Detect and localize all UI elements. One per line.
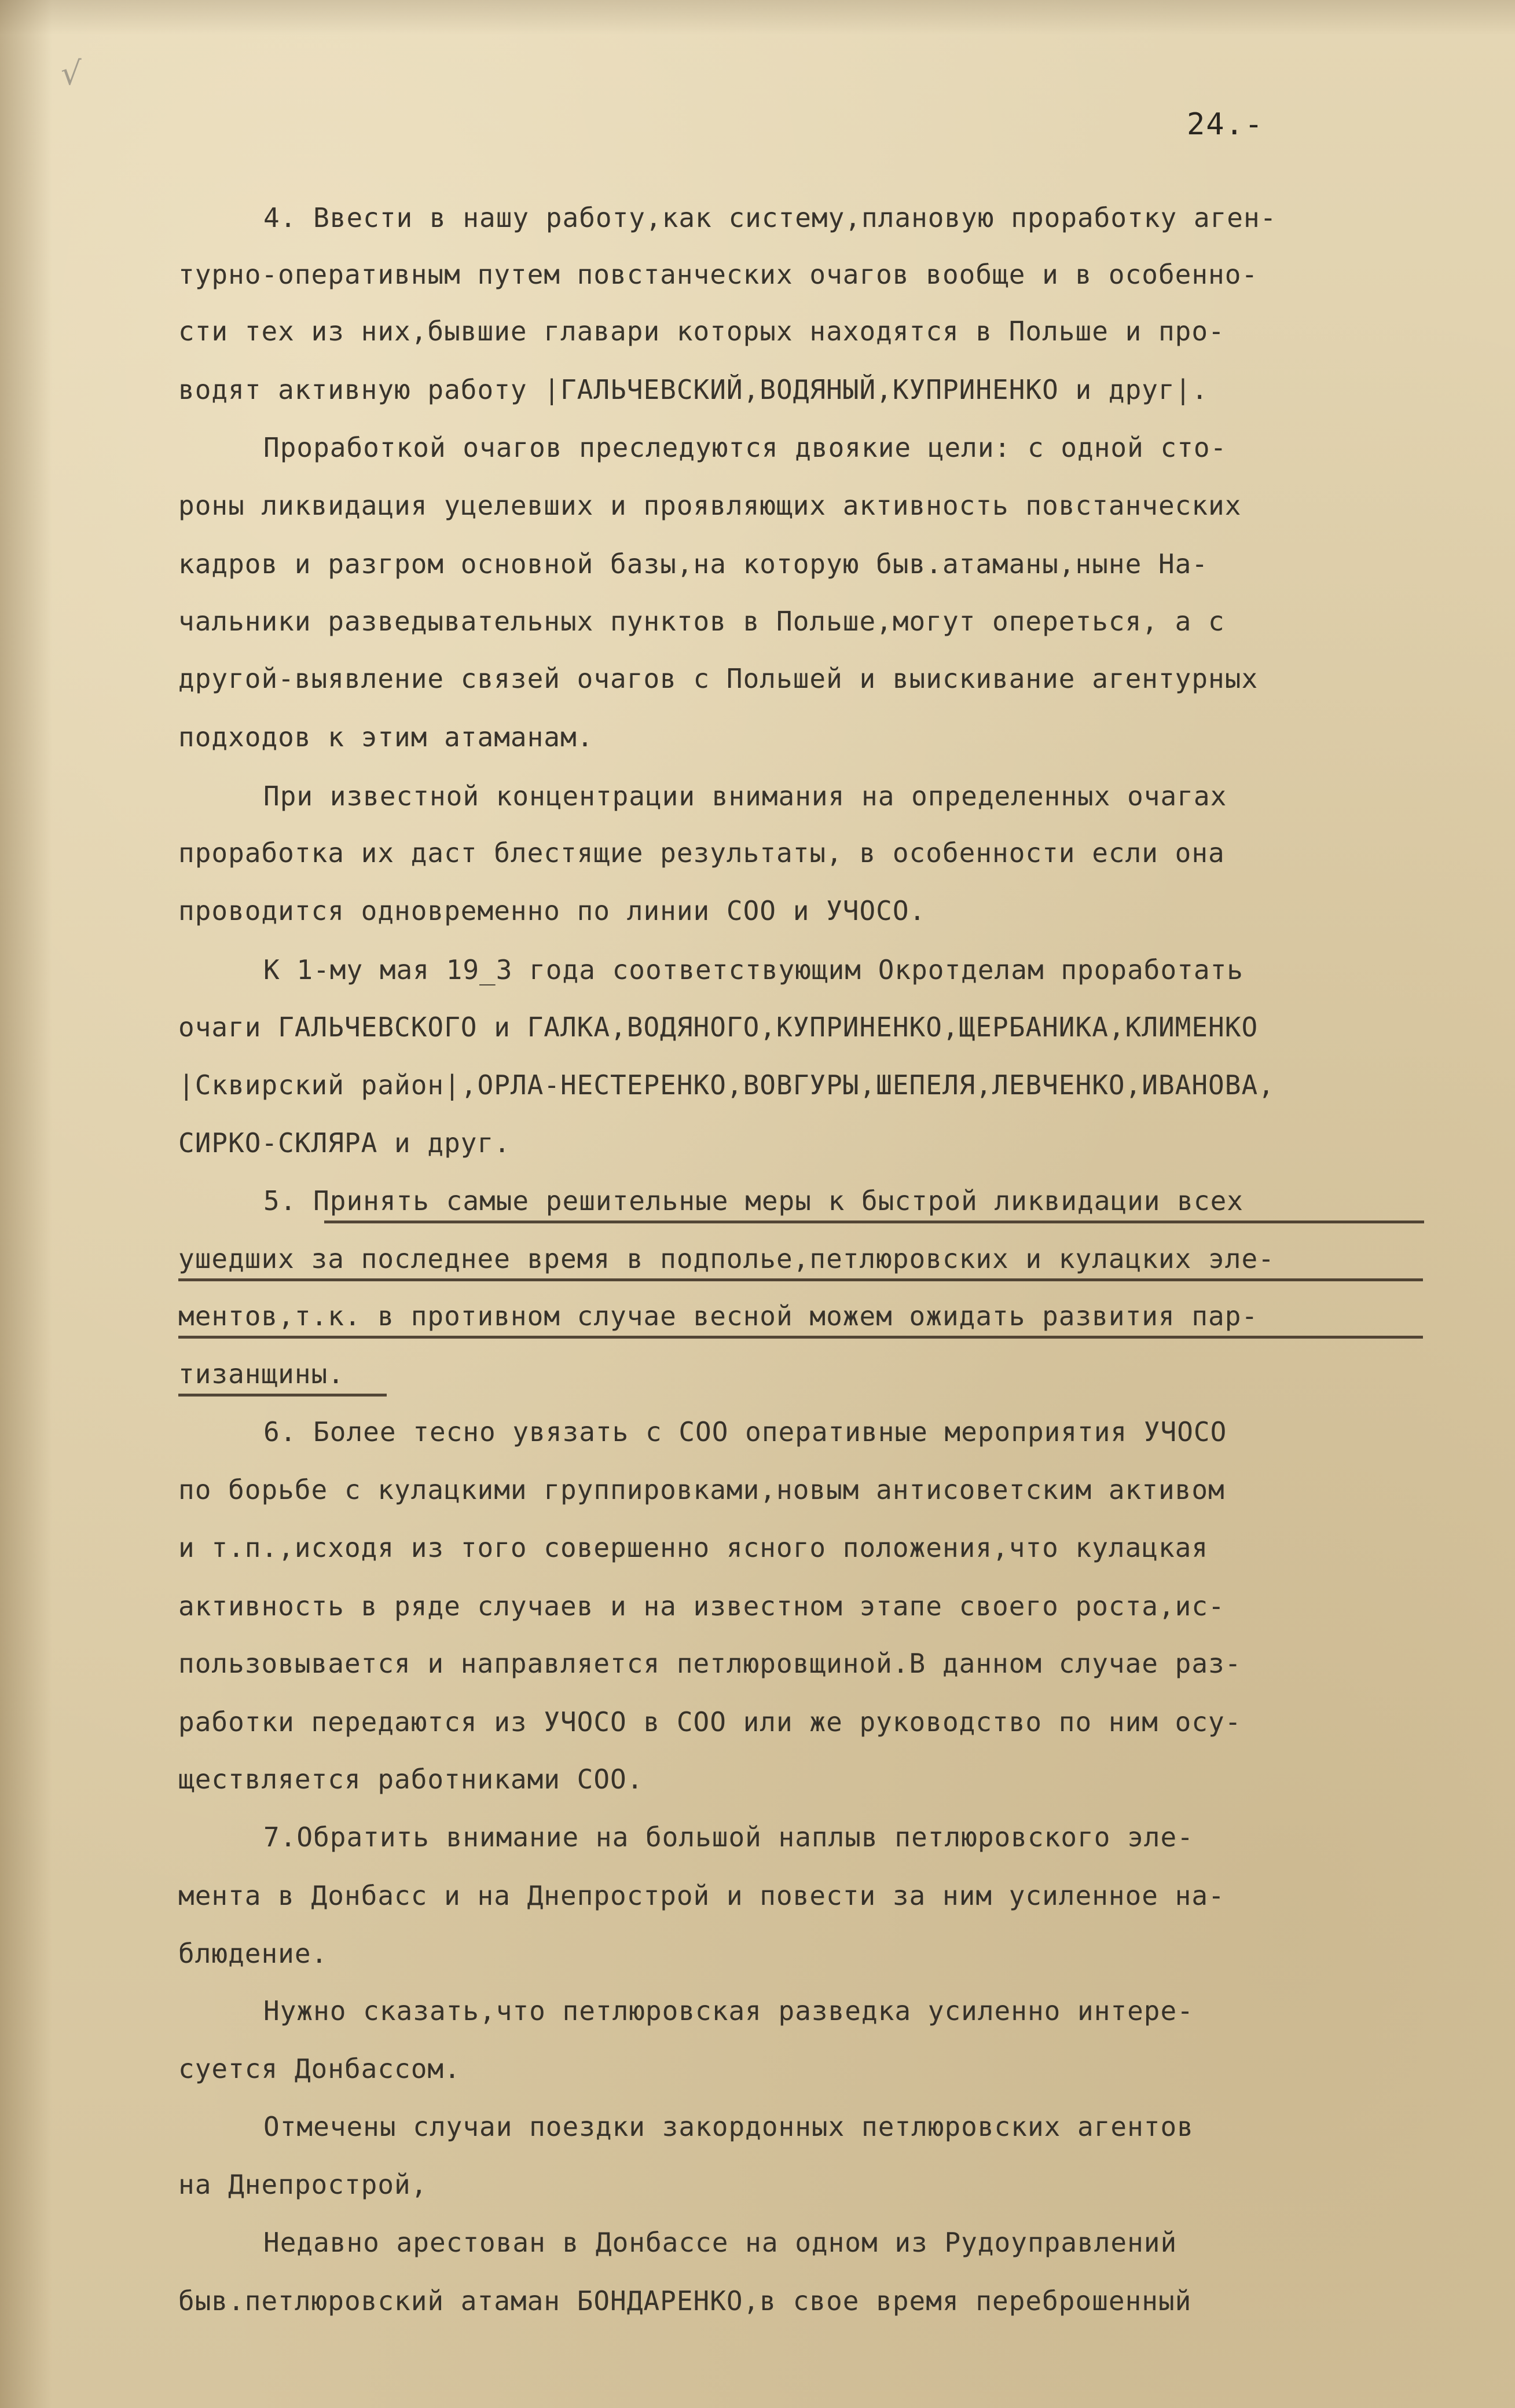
text-line: блюдение.: [178, 1938, 328, 1969]
text-line: сти тех из них,бывшие главари которых находятся в Польше и про-: [178, 316, 1225, 347]
text-line: ушедших за последнее время в подполье,петлюровских и кулацких эле-: [178, 1243, 1275, 1274]
text-line: другой-выявление связей очагов с Польшей и выискивание агентурных: [178, 663, 1259, 694]
text-line: 6. Более тесно увязать с СОО оперативные мероприятия УЧОСО: [263, 1416, 1227, 1447]
text-line: очаги ГАЛЬЧЕВСКОГО и ГАЛКА,ВОДЯНОГО,КУПРИНЕНКО,ЩЕРБАНИКА,КЛИМЕНКО: [178, 1011, 1259, 1043]
page-edge-shadow: [0, 0, 52, 2408]
text-line: по борьбе с кулацкими группировками,новым антисоветским активом: [178, 1474, 1225, 1505]
text-line: Недавно арестован в Донбассе на одном из Рудоуправлений: [263, 2227, 1177, 2258]
text-line: турно-оперативным путем повстанческих очагов вообще и в особенно-: [178, 259, 1259, 290]
underline: [178, 1336, 1423, 1339]
underline: [178, 1278, 1423, 1281]
text-line: 5. Принять самые решительные меры к быстрой ликвидации всех: [263, 1185, 1243, 1216]
text-line: Отмечены случаи поездки закордонных петлюровских агентов: [263, 2111, 1194, 2142]
text-line: водят активную работу |ГАЛЬЧЕВСКИЙ,ВОДЯНЫЙ,КУПРИНЕНКО и друг|.: [178, 374, 1209, 405]
text-line: роны ликвидация уцелевших и проявляющих активность повстанческих: [178, 490, 1242, 521]
text-line: ществляется работниками СОО.: [178, 1764, 644, 1795]
text-line: 7.Обратить внимание на большой наплыв петлюровского эле-: [263, 1821, 1194, 1853]
text-line: |Сквирский район|,ОРЛА-НЕСТЕРЕНКО,ВОВГУРЫ,ШЕПЕЛЯ,ЛЕВЧЕНКО,ИВАНОВА,: [178, 1069, 1275, 1101]
text-line: мента в Донбасс и на Днепрострой и повести за ним усиленное на-: [178, 1880, 1225, 1911]
text-line: активность в ряде случаев и на известном этапе своего роста,ис-: [178, 1590, 1225, 1622]
text-line: на Днепрострой,: [178, 2169, 428, 2200]
text-line: При известной концентрации внимания на определенных очагах: [263, 780, 1227, 812]
text-line: СИРКО-СКЛЯРА и друг.: [178, 1127, 511, 1159]
text-line: чальники разведывательных пунктов в Польше,могут опереться, а с: [178, 606, 1225, 637]
text-line: К 1-му мая 19_3 года соответствующим Окротделам проработать: [263, 954, 1243, 985]
text-line: кадров и разгром основной базы,на которую быв.атаманы,ныне На-: [178, 548, 1209, 580]
pencil-mark: √: [61, 55, 82, 93]
text-line: 4. Ввести в нашу работу,как систему,плановую проработку аген-: [263, 202, 1277, 233]
text-line: Проработкой очагов преследуются двоякие цели: с одной сто-: [263, 432, 1227, 463]
text-line: работки передаются из УЧОСО в СОО или же руководство по ним осу-: [178, 1706, 1242, 1738]
text-line: подходов к этим атаманам.: [178, 721, 594, 753]
text-line: и т.п.,исходя из того совершенно ясного положения,что кулацкая: [178, 1532, 1209, 1563]
underline: [178, 1394, 387, 1397]
text-line: пользовывается и направляется петлюровщиной.В данном случае раз-: [178, 1648, 1242, 1679]
text-line: суется Донбассом.: [178, 2053, 461, 2084]
page-number: 24.-: [1187, 107, 1264, 142]
text-line: быв.петлюровский атаман БОНДАРЕНКО,в свое время переброшенный: [178, 2285, 1192, 2317]
text-line: Нужно сказать,что петлюровская разведка усиленно интере-: [263, 1995, 1194, 2026]
text-line: проводится одновременно по линии СОО и УЧОСО.: [178, 895, 926, 926]
text-line: проработка их даст блестящие результаты, в особенности если она: [178, 837, 1225, 868]
page-top-shadow: [0, 0, 1515, 35]
underline: [324, 1221, 1424, 1223]
text-line: ментов,т.к. в противном случае весной можем ожидать развития пар-: [178, 1300, 1259, 1332]
text-line: тизанщины.: [178, 1358, 344, 1390]
